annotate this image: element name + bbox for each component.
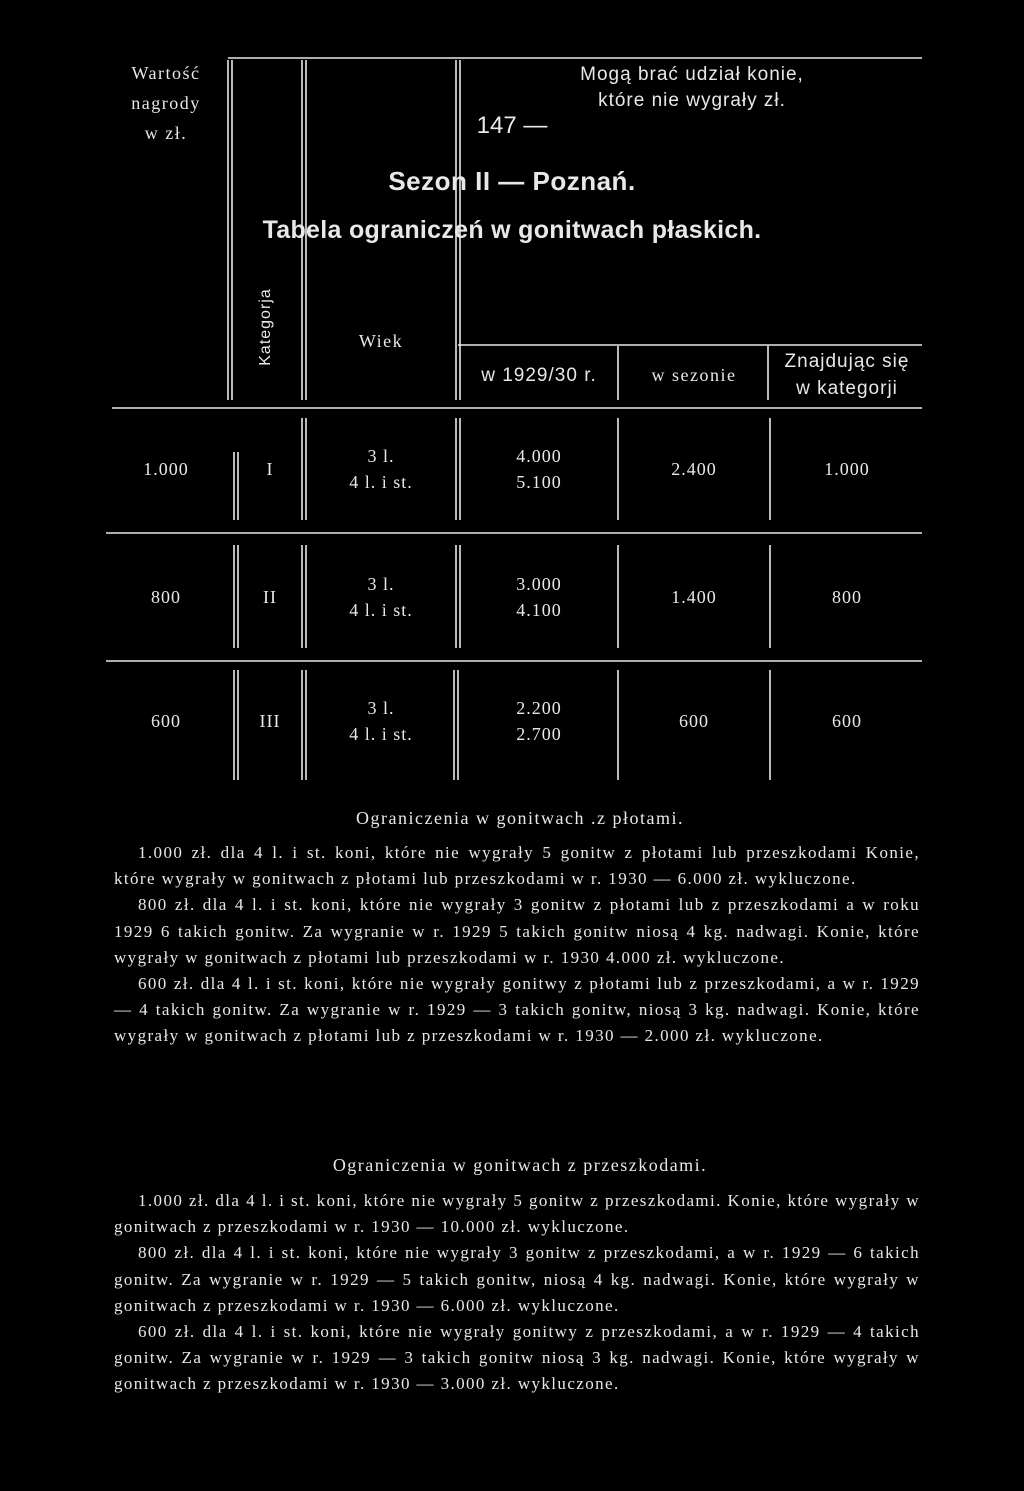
- row1-age-line2: 4 l. i st.: [349, 472, 413, 492]
- row1-prize: 1.000: [143, 459, 189, 479]
- row3-won-1929-line2: 2.700: [516, 724, 562, 744]
- header-group: [462, 62, 922, 114]
- paragraph: 800 zł. dla 4 l. i st. koni, które nie wygrały 3 gonitw z płotami lub z przeszkodami a w roku 1929 6 takich gonitw. Za wygranie w r. 1929 5 takich gonitw niosą 4 kg. nadwagi. Konie, które wygrały w gonitwach z płotami lub przeszkodami w r. 1930 4.000 zł. wykluczone.: [114, 895, 920, 967]
- section-body-obstacles: [114, 1188, 920, 1398]
- section-title-hurdles: Ograniczenia w gonitwach .z płotami.: [356, 808, 684, 828]
- row3-in-season: 600: [679, 711, 709, 731]
- row1-won-1929: [462, 443, 616, 495]
- row3-prize: 600: [151, 711, 181, 731]
- header-in-category: [772, 348, 922, 402]
- row1-won-1929-line2: 5.100: [516, 472, 562, 492]
- header-in-season: w sezonie: [651, 365, 737, 385]
- header-season-1929: w 1929/30 r.: [481, 365, 597, 386]
- paragraph: 800 zł. dla 4 l. i st. koni, które nie wygrały 3 gonitw z przeszkodami, a w r. 1929 — 6 takich gonitw. Za wygranie w r. 1929 — 5 takich gonitw, niosą 4 kg. nadwagi. Konie, które wygrały w gonitwach z przeszkodami w r. 1930 — 6.000 zł. wykluczone.: [114, 1243, 920, 1315]
- header-prize-line3: w zł.: [144, 123, 188, 143]
- row2-in-season: 1.400: [671, 587, 717, 607]
- row1-age: [308, 443, 454, 495]
- paragraph: 600 zł. dla 4 l. i st. koni, które nie wygrały gonitwy z przeszkodami, a w r. 1929 — 4 takich gonitw. Za wygranie w r. 1929 — 3 takich gonitw niosą 3 kg. nadwagi. Konie, które wygrały w gonitwach z przeszkodami w r. 1930 — 3.000 zł. wykluczone.: [114, 1322, 920, 1394]
- row3-won-1929: [462, 695, 616, 747]
- page-number: 147 —: [476, 112, 548, 139]
- header-age: Wiek: [358, 331, 404, 351]
- row3-age-line2: 4 l. i st.: [349, 724, 413, 744]
- paragraph: 1.000 zł. dla 4 l. i st. koni, które nie wygrały 5 gonitw z płotami lub przeszkodami Konie, które wygrały w gonitwach z płotami lub przeszkodami w r. 1930 — 6.000 zł. wykluczone.: [114, 843, 920, 889]
- row1-won-1929-line1: 4.000: [516, 446, 562, 466]
- row3-age: [308, 695, 454, 747]
- row3-category: III: [259, 711, 281, 731]
- page-heading: Sezon II — Poznań.: [388, 166, 636, 196]
- header-category: Kategorja: [257, 288, 274, 366]
- row3-won-1929-line1: 2.200: [516, 698, 562, 718]
- table-title: Tabela ograniczeń w gonitwach płaskich.: [262, 216, 762, 244]
- row1-in-season: 2.400: [671, 459, 717, 479]
- paragraph: 600 zł. dla 4 l. i st. koni, które nie wygrały gonitwy z płotami lub z przeszkodami, a w r. 1929 — 4 takich gonitw. Za wygranie w r. 1929 — 3 takich gonitw, niosą 3 kg. nadwagi. Konie, które wygrały w gonitwach z płotami lub z przeszkodami w r. 1930 — 2.000 zł. wykluczone.: [114, 974, 920, 1046]
- row1-in-category: 1.000: [824, 459, 870, 479]
- row2-category: II: [263, 587, 277, 607]
- header-group-line2: które nie wygrały zł.: [598, 90, 786, 111]
- row2-age: [308, 571, 454, 623]
- header-in-category-line2: w kategorji: [796, 378, 898, 399]
- row2-age-line2: 4 l. i st.: [349, 600, 413, 620]
- section-title-obstacles: Ograniczenia w gonitwach z przeszkodami.: [332, 1155, 708, 1175]
- row2-prize: 800: [151, 587, 181, 607]
- row2-won-1929: [462, 571, 616, 623]
- paragraph: 1.000 zł. dla 4 l. i st. koni, które nie wygrały 5 gonitw z przeszkodami. Konie, które wygrały w gonitwach z przeszkodami w r. 1930 — 10.000 zł. wykluczone.: [114, 1191, 920, 1237]
- header-prize-line2: nagrody: [131, 93, 201, 113]
- header-prize-line1: Wartość: [131, 63, 201, 83]
- row2-won-1929-line2: 4.100: [516, 600, 562, 620]
- row2-in-category: 800: [832, 587, 862, 607]
- header-in-category-line1: Znajdując się: [784, 351, 910, 372]
- row2-won-1929-line1: 3.000: [516, 574, 562, 594]
- row1-age-line1: 3 l.: [367, 446, 395, 466]
- section-body-hurdles: [114, 840, 920, 1050]
- header-prize: [110, 58, 222, 148]
- row1-category: I: [266, 459, 274, 479]
- row2-age-line1: 3 l.: [367, 574, 395, 594]
- row3-in-category: 600: [832, 711, 862, 731]
- header-group-line1: Mogą brać udział konie,: [580, 64, 804, 85]
- row3-age-line1: 3 l.: [367, 698, 395, 718]
